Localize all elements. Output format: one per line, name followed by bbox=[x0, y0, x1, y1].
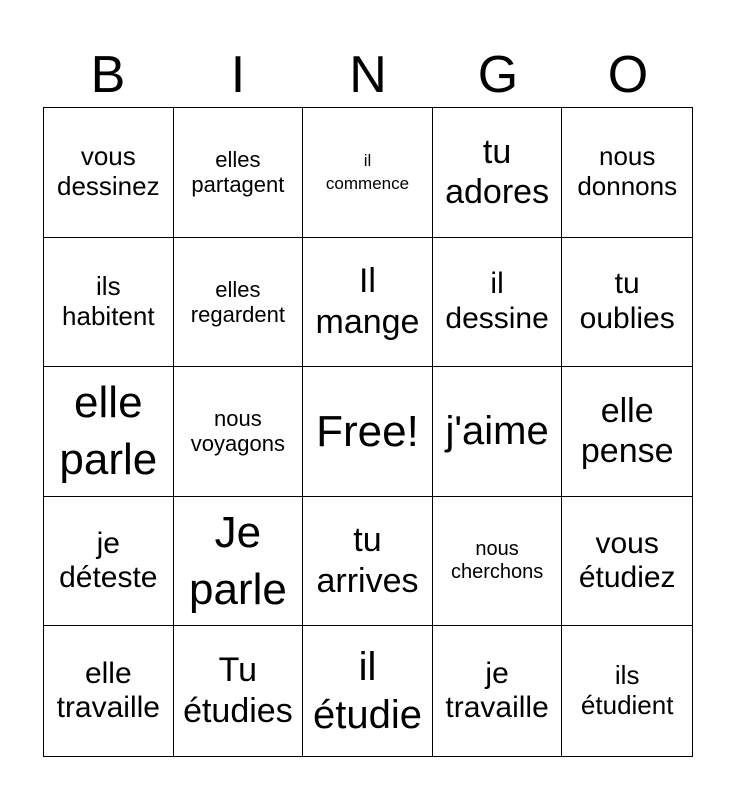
cell-label: tu adores bbox=[445, 132, 550, 212]
bingo-cell[interactable] bbox=[44, 108, 174, 238]
bingo-cell[interactable] bbox=[174, 497, 304, 627]
bingo-cell[interactable] bbox=[174, 367, 304, 497]
bingo-cell[interactable] bbox=[303, 238, 433, 368]
bingo-cell[interactable] bbox=[174, 108, 304, 238]
cell-label: nous cherchons bbox=[450, 538, 544, 584]
cell-label: ils habitent bbox=[62, 271, 155, 331]
bingo-cell[interactable] bbox=[433, 367, 563, 497]
cell-label: elle parle bbox=[59, 378, 158, 485]
cell-label: tu oublies bbox=[579, 267, 675, 335]
bingo-cell[interactable] bbox=[562, 108, 692, 238]
header-letter-b: B bbox=[90, 46, 126, 104]
cell-label: elles regardent bbox=[190, 276, 285, 327]
free-space-cell[interactable] bbox=[303, 367, 433, 497]
bingo-cell[interactable] bbox=[44, 238, 174, 368]
bingo-cell[interactable] bbox=[433, 108, 563, 238]
cell-label: il étudie bbox=[313, 645, 422, 738]
cell-label: elles partagent bbox=[191, 147, 285, 198]
bingo-cell[interactable] bbox=[303, 626, 433, 756]
cell-label: Tu étudies bbox=[183, 651, 293, 731]
cell-label: je travaille bbox=[445, 656, 549, 725]
cell-label: il dessine bbox=[445, 267, 549, 335]
cell-label: ils étudient bbox=[580, 660, 674, 721]
bingo-cell[interactable] bbox=[174, 238, 304, 368]
bingo-cell[interactable] bbox=[433, 626, 563, 756]
cell-label: j'aime bbox=[445, 409, 549, 454]
bingo-board bbox=[43, 107, 693, 757]
free-space-label: Free! bbox=[316, 406, 419, 456]
cell-label: nous donnons bbox=[577, 141, 678, 202]
cell-label: vous dessinez bbox=[56, 141, 160, 202]
bingo-cell[interactable] bbox=[562, 626, 692, 756]
bingo-cell[interactable] bbox=[562, 367, 692, 497]
cell-label: elle pense bbox=[580, 391, 674, 471]
header-letter-i: I bbox=[230, 46, 246, 104]
bingo-header bbox=[43, 46, 693, 108]
cell-label: vous étudiez bbox=[578, 526, 676, 595]
cell-label: elle travaille bbox=[56, 656, 160, 725]
cell-label: tu arrives bbox=[316, 521, 419, 601]
header-letter-n: N bbox=[349, 46, 387, 104]
cell-label: nous voyagons bbox=[190, 406, 285, 457]
bingo-cell[interactable] bbox=[303, 108, 433, 238]
cell-label: Il mange bbox=[315, 262, 420, 341]
bingo-cell[interactable] bbox=[433, 238, 563, 368]
bingo-cell[interactable] bbox=[303, 497, 433, 627]
cell-label: je déteste bbox=[59, 526, 158, 595]
cell-label: il commence bbox=[325, 150, 410, 194]
header-letter-o: O bbox=[607, 46, 649, 104]
bingo-cell[interactable] bbox=[44, 626, 174, 756]
bingo-cell[interactable] bbox=[44, 497, 174, 627]
bingo-cell[interactable] bbox=[44, 367, 174, 497]
bingo-cell[interactable] bbox=[562, 238, 692, 368]
cell-label: Je parle bbox=[188, 507, 287, 615]
bingo-cell[interactable] bbox=[174, 626, 304, 756]
bingo-cell[interactable] bbox=[562, 497, 692, 627]
header-letter-g: G bbox=[477, 46, 519, 104]
bingo-cell[interactable] bbox=[433, 497, 563, 627]
